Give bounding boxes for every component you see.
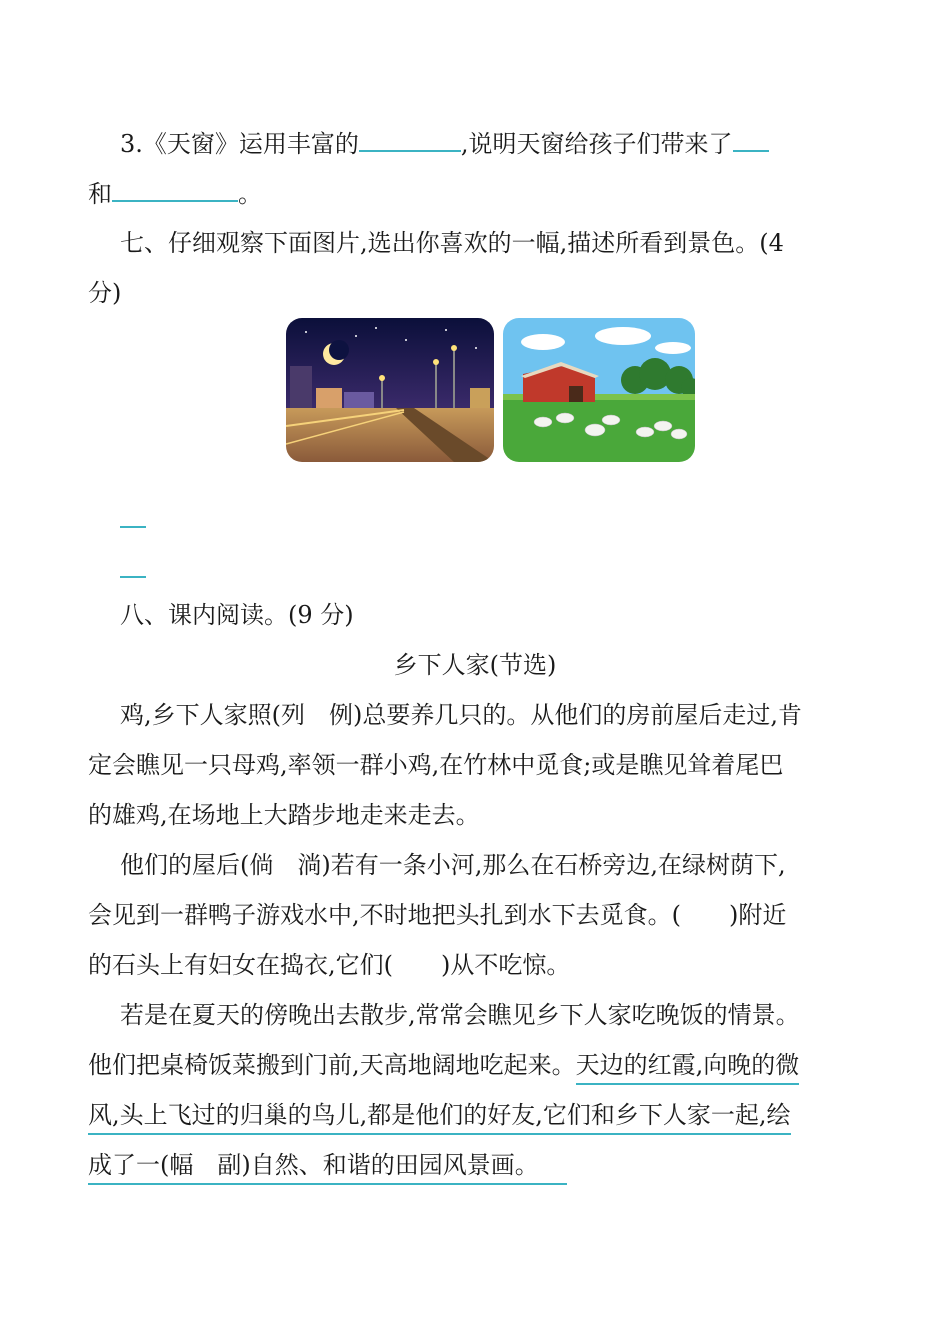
paragraph-3-line [88, 1050, 799, 1080]
question-3-line-1 [120, 128, 769, 159]
city-night-illustration [286, 318, 494, 462]
underlined-sentence: 天边的红霞,向晚的微 [576, 1051, 800, 1085]
paragraph-3-plain-text: 他们把桌椅饭菜搬到门前,天高地阔地吃起来。 [88, 1051, 576, 1079]
writing-line[interactable] [120, 576, 146, 578]
section-7-heading: 七、仔细观察下面图片,选出你喜欢的一幅,描述所看到景色。(4 [120, 229, 784, 257]
answer-blank[interactable] [359, 128, 461, 152]
city-night-road-picture [286, 318, 494, 462]
answer-blank[interactable] [733, 128, 769, 152]
paragraph-2-line: 的石头上有妇女在捣衣,它们( )从不吃惊。 [88, 951, 571, 979]
answer-blank[interactable] [112, 178, 238, 202]
q3-text-1: 3.《天窗》运用丰富的 [120, 130, 359, 158]
section-8-heading: 八、课内阅读。(9 分) [120, 601, 354, 629]
farm-sheep-meadow-picture [503, 318, 695, 462]
paragraph-3-line [88, 1100, 791, 1130]
farm-illustration [503, 318, 695, 462]
q3-text-2: ,说明天窗给孩子们带来了 [460, 130, 733, 158]
q3-text-3: 和 [88, 180, 112, 208]
passage-title: 乡下人家(节选) [393, 651, 557, 679]
question-3-line-2 [88, 178, 262, 209]
section-7-heading-cont: 分) [88, 279, 122, 307]
q3-text-4: 。 [238, 180, 262, 208]
underlined-sentence: 成了一(幅 副)自然、和谐的田园风景画。 [88, 1151, 567, 1185]
paragraph-1-line: 定会瞧见一只母鸡,率领一群小鸡,在竹林中觅食;或是瞧见耸着尾巴 [88, 751, 784, 779]
writing-line[interactable] [120, 526, 146, 528]
paragraph-1-line: 鸡,乡下人家照(列 例)总要养几只的。从他们的房前屋后走过,肯 [120, 701, 802, 729]
paragraph-1-line: 的雄鸡,在场地上大踏步地走来走去。 [88, 801, 480, 829]
underlined-sentence: 风,头上飞过的归巢的鸟儿,都是他们的好友,它们和乡下人家一起,绘 [88, 1101, 791, 1135]
paragraph-2-line: 会见到一群鸭子游戏水中,不时地把头扎到水下去觅食。( )附近 [88, 901, 787, 929]
paragraph-3-line: 若是在夏天的傍晚出去散步,常常会瞧见乡下人家吃晚饭的情景。 [120, 1001, 800, 1029]
paragraph-2-line: 他们的屋后(倘 淌)若有一条小河,那么在石桥旁边,在绿树荫下, [120, 851, 786, 879]
paragraph-3-line [88, 1150, 567, 1180]
